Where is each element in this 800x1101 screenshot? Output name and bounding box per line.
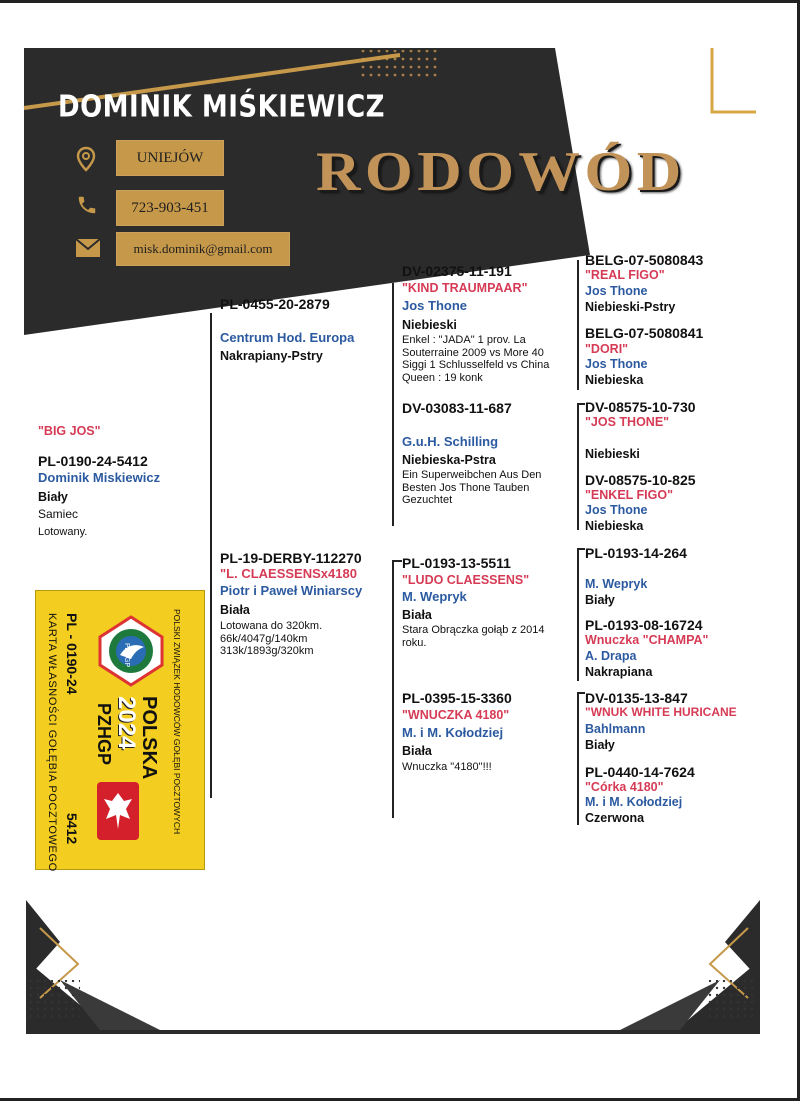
pigeon-name: "DORI" bbox=[585, 342, 629, 356]
note-text: Lotowany. bbox=[38, 526, 88, 538]
ring-number: PL-0455-20-2879 bbox=[220, 296, 330, 312]
card-ring-number: 5412 bbox=[64, 813, 80, 845]
card-country: POLSKA bbox=[138, 696, 160, 780]
breeder-name: Piotr i Paweł Winiarscy bbox=[220, 583, 363, 598]
breeder-name: Jos Thone bbox=[585, 357, 648, 371]
card-title: KARTA WŁASNOŚCI GOŁĘBIA POCZTOWEGO bbox=[46, 613, 58, 872]
pigeon-name: "LUDO CLAESSENS" bbox=[402, 573, 530, 587]
pigeon-name: "JOS THONE" bbox=[585, 415, 670, 429]
breeder-name: Dominik Miskiewicz bbox=[38, 470, 161, 485]
pigeon-name: "KIND TRAUMPAAR" bbox=[402, 281, 528, 295]
ring-number: DV-0135-13-847 bbox=[585, 690, 688, 706]
note-text: Ein Superweibchen Aus Den Besten Jos Thone Tauben Gezuchtet bbox=[402, 469, 542, 507]
pigeon-name: "REAL FIGO" bbox=[585, 268, 665, 282]
ring-number: DV-08575-10-730 bbox=[585, 399, 696, 415]
polish-eagle-icon bbox=[96, 781, 140, 841]
card-year: 2024 bbox=[113, 696, 140, 750]
ring-number: PL-0193-13-5511 bbox=[402, 555, 511, 571]
breeder-name: Jos Thone bbox=[402, 298, 468, 313]
color-label: Niebieski bbox=[585, 447, 640, 461]
breeder-name: M. Wepryk bbox=[402, 589, 467, 604]
phone-number[interactable]: 723-903-451 bbox=[116, 190, 224, 226]
color-label: Niebieska-Pstra bbox=[402, 453, 496, 467]
location-pin-icon bbox=[76, 146, 96, 172]
svg-text:PZHGP: PZHGP bbox=[123, 643, 130, 668]
color-label: Niebieska bbox=[585, 373, 644, 387]
pigeon-name: "L. CLAESSENSx4180 bbox=[220, 567, 357, 581]
city-label: UNIEJÓW bbox=[116, 140, 224, 176]
connector-gp-4 bbox=[577, 692, 579, 825]
color-label: Biała bbox=[402, 608, 432, 622]
color-label: Niebieski bbox=[402, 318, 457, 332]
breeder-name: G.u.H. Schilling bbox=[402, 434, 499, 449]
pigeon-name: "ENKEL FIGO" bbox=[585, 488, 674, 502]
color-label: Biały bbox=[585, 593, 615, 607]
pigeon-name: "WNUCZKA 4180" bbox=[402, 708, 510, 722]
ring-number: PL-0395-15-3360 bbox=[402, 690, 512, 706]
color-label: Biały bbox=[585, 738, 615, 752]
color-label: Nakrapiany-Pstry bbox=[220, 349, 323, 363]
ring-number: DV-08575-10-825 bbox=[585, 472, 696, 488]
note-text: Enkel : "JADA" 1 prov. La Souterraine 2009 vs More 40 Siggi 1 Schlusselfeld vs China Queen : 19 konk bbox=[402, 334, 550, 384]
color-label: Biała bbox=[220, 603, 250, 617]
breeder-name: Bahlmann bbox=[585, 722, 646, 736]
connector-gp-1 bbox=[577, 260, 579, 390]
card-org: POLSKI ZWIĄZEK HODOWCÓW GOŁĘBI POCZTOWYCH bbox=[172, 609, 182, 835]
ring-number: BELG-07-5080841 bbox=[585, 325, 704, 341]
pzhgp-logo-icon bbox=[98, 615, 164, 687]
color-label: Czerwona bbox=[585, 811, 645, 825]
pigeon-name: "Córka 4180" bbox=[585, 780, 664, 794]
note-text: Stara Obrączka gołąb z 2014 roku. bbox=[402, 624, 545, 649]
pigeon-name: "WNUK WHITE HURICANE bbox=[585, 705, 737, 719]
footer-decoration bbox=[0, 880, 800, 1040]
ring-number: PL-0193-08-16724 bbox=[585, 617, 703, 633]
phone-icon bbox=[76, 194, 98, 216]
connector-subject bbox=[210, 313, 212, 798]
connector-gp-2 bbox=[577, 403, 579, 530]
card-abbr: PZHGP bbox=[94, 703, 114, 766]
breeder-name: Centrum Hod. Europa bbox=[220, 330, 355, 345]
card-ring-prefix: PL - 0190-24 bbox=[64, 613, 80, 695]
breeder-name: M. i M. Kołodziej bbox=[402, 725, 504, 740]
email-address[interactable]: misk.dominik@gmail.com bbox=[116, 232, 290, 266]
owner-name: DOMINIK MIŚKIEWICZ bbox=[58, 90, 386, 125]
ownership-card bbox=[35, 590, 205, 870]
color-label: Biały bbox=[38, 490, 68, 504]
color-label: Biała bbox=[402, 744, 432, 758]
ring-number: PL-0193-14-264 bbox=[585, 545, 687, 561]
breeder-name: A. Drapa bbox=[585, 649, 637, 663]
connector-parent-2 bbox=[392, 560, 394, 818]
pigeon-name: "BIG JOS" bbox=[38, 424, 101, 438]
mail-icon bbox=[75, 238, 101, 258]
color-label: Niebieski-Pstry bbox=[585, 300, 676, 314]
ring-number: DV-03083-11-687 bbox=[402, 400, 512, 416]
breeder-name: Jos Thone bbox=[585, 503, 648, 517]
ring-number: BELG-07-5080843 bbox=[585, 252, 704, 268]
breeder-name: M. Wepryk bbox=[585, 577, 648, 591]
connector-gp-3 bbox=[577, 548, 579, 681]
ring-number: PL-0440-14-7624 bbox=[585, 764, 695, 780]
ring-number: PL-0190-24-5412 bbox=[38, 453, 148, 469]
connector-parent-1 bbox=[392, 283, 394, 526]
breeder-name: M. i M. Kołodziej bbox=[585, 795, 683, 809]
sex-label: Samiec bbox=[38, 507, 79, 521]
color-label: Niebieska bbox=[585, 519, 644, 533]
ring-number: PL-19-DERBY-112270 bbox=[220, 550, 362, 566]
color-label: Nakrapiana bbox=[585, 665, 653, 679]
note-text: Wnuczka "4180"!!! bbox=[402, 761, 492, 773]
breeder-name: Jos Thone bbox=[585, 284, 648, 298]
ring-number: DV-02375-11-191 bbox=[402, 263, 512, 279]
page-title: RODOWÓD bbox=[316, 141, 686, 203]
pigeon-name: Wnuczka "CHAMPA" bbox=[585, 633, 709, 647]
note-text: Lotowana do 320km. 66k/4047g/140km 313k/1893g/320km bbox=[220, 620, 323, 658]
